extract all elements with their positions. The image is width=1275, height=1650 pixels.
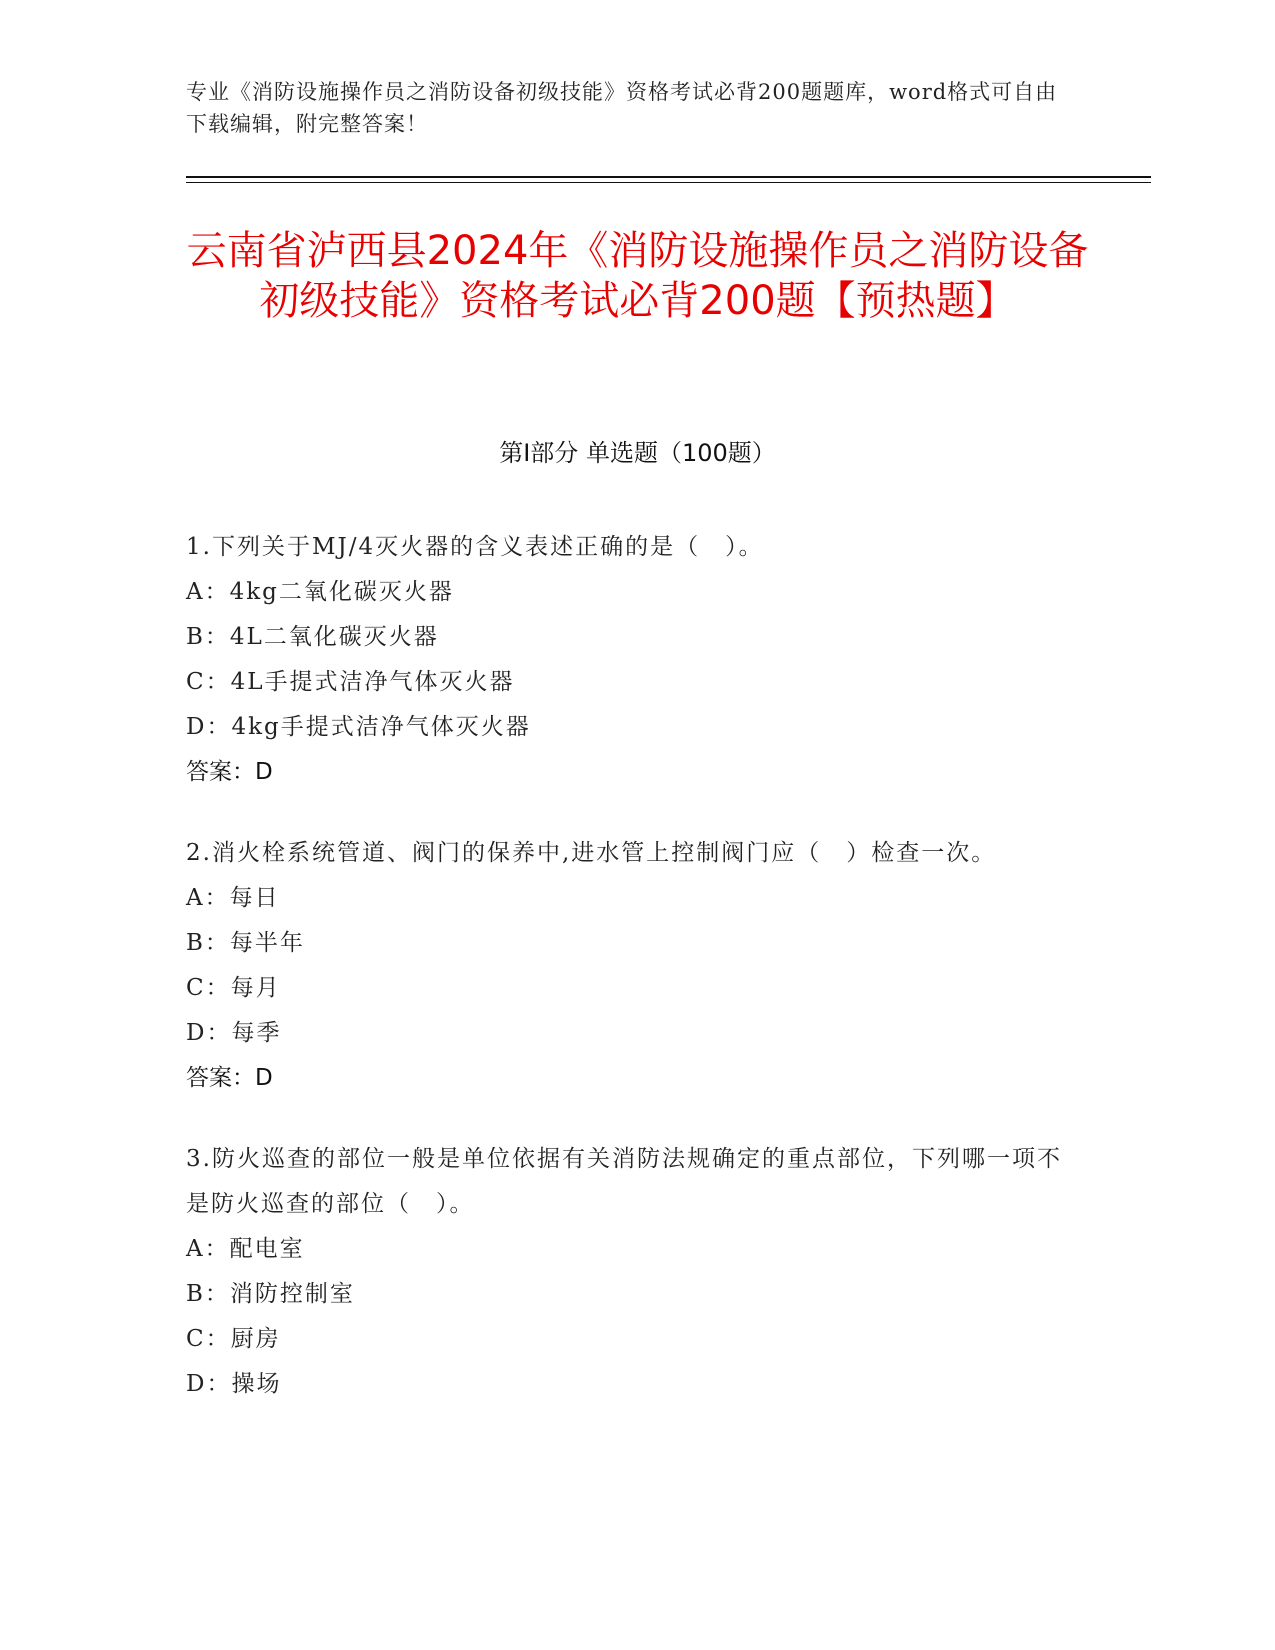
header-rule-thick bbox=[186, 176, 1151, 178]
question-3 bbox=[186, 1137, 1066, 1407]
option-c: C：4L手提式洁净气体灭火器 bbox=[186, 669, 515, 695]
answer: 答案：D bbox=[186, 759, 273, 785]
option-a: A：每日 bbox=[186, 885, 280, 911]
option-b: B：消防控制室 bbox=[186, 1281, 355, 1307]
option-a: A：配电室 bbox=[186, 1236, 305, 1262]
header-rule-thin bbox=[186, 182, 1151, 183]
option-c: C：厨房 bbox=[186, 1326, 281, 1352]
option-c: C：每月 bbox=[186, 975, 281, 1001]
section-title: 第Ⅰ部分 单选题（100题） bbox=[499, 439, 776, 467]
document-title: 云南省泸西县2024年《消防设施操作员之消防设备初级技能》资格考试必背200题【预热题】 bbox=[186, 228, 1089, 324]
question-1 bbox=[186, 525, 1066, 795]
option-a: A：4kg二氧化碳灭火器 bbox=[186, 579, 454, 605]
question-list bbox=[186, 525, 1066, 1443]
option-d: D：操场 bbox=[186, 1371, 282, 1397]
option-b: B：4L二氧化碳灭火器 bbox=[186, 624, 439, 650]
option-d: D：每季 bbox=[186, 1020, 282, 1046]
option-d: D：4kg手提式洁净气体灭火器 bbox=[186, 714, 531, 740]
question-2 bbox=[186, 831, 1066, 1101]
header-note: 专业《消防设施操作员之消防设备初级技能》资格考试必背200题题库，word格式可自由下载编辑，附完整答案！ bbox=[186, 80, 1058, 136]
question-stem: 2.消火栓系统管道、阀门的保养中,进水管上控制阀门应（ ）检查一次。 bbox=[186, 840, 997, 866]
answer: 答案：D bbox=[186, 1065, 273, 1091]
question-stem: 3.防火巡查的部位一般是单位依据有关消防法规确定的重点部位，下列哪一项不是防火巡查的部位（ ）。 bbox=[186, 1146, 1062, 1217]
option-b: B：每半年 bbox=[186, 930, 305, 956]
question-stem: 1.下列关于MJ/4灭火器的含义表述正确的是（ ）。 bbox=[186, 534, 764, 560]
